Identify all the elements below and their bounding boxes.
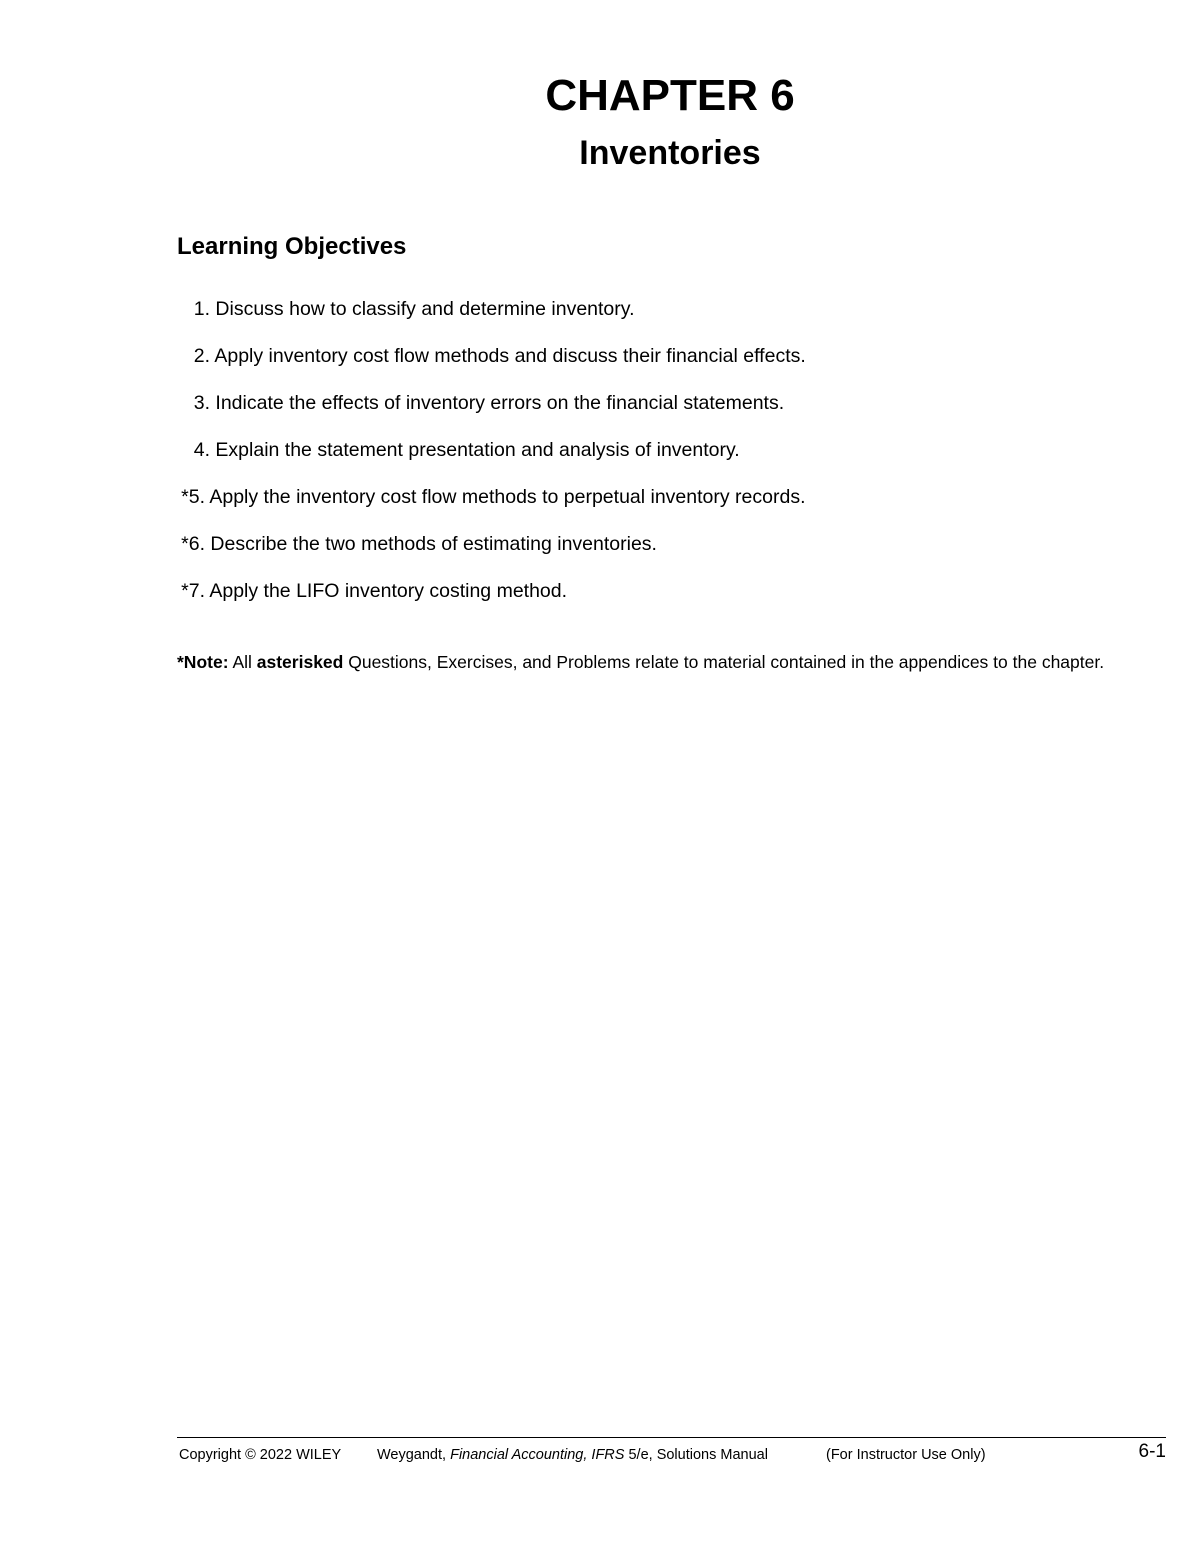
note-text: Questions, Exercises, and Problems relate to material contained in the appendices to the chapter. — [348, 652, 1105, 672]
footer-book-title: Financial Accounting, IFRS — [450, 1447, 625, 1463]
page-number: 6-1 — [1138, 1441, 1166, 1462]
footer-author: Weygandt, — [377, 1447, 447, 1463]
objective-item-5 — [177, 482, 805, 512]
objective-text: Describe the two methods of estimating inventories. — [210, 533, 657, 555]
objective-item-7 — [177, 576, 567, 606]
note-lead: All — [232, 652, 252, 672]
objective-number: 3. — [193, 392, 210, 414]
objective-item-6 — [177, 529, 657, 559]
footer-edition: 5/e, Solutions Manual — [628, 1447, 768, 1463]
footer-usage-note: (For Instructor Use Only) — [826, 1447, 986, 1463]
objective-item-1 — [177, 294, 635, 324]
note-label: *Note: — [177, 652, 229, 672]
objective-number: 1. — [193, 298, 210, 320]
objective-number: 4. — [193, 439, 210, 461]
objective-text: Explain the statement presentation and analysis of inventory. — [215, 439, 740, 461]
footer-citation — [377, 1444, 768, 1466]
note-emphasis: asterisked — [256, 652, 344, 672]
learning-objectives-heading: Learning Objectives — [177, 233, 407, 260]
objective-item-3 — [177, 388, 784, 418]
objective-number: *6. — [181, 533, 205, 555]
appendix-note — [177, 650, 1171, 675]
objective-number: *7. — [181, 580, 205, 602]
objective-item-2 — [177, 341, 806, 371]
footer-divider — [177, 1437, 1166, 1438]
objective-number: 2. — [193, 345, 210, 367]
chapter-title: CHAPTER 6 — [545, 71, 795, 120]
chapter-subtitle: Inventories — [579, 134, 761, 172]
page-footer — [179, 1441, 1166, 1466]
objective-number: *5. — [181, 486, 205, 508]
objective-text: Discuss how to classify and determine inventory. — [215, 298, 635, 320]
objective-item-4 — [177, 435, 740, 465]
objective-text: Apply inventory cost flow methods and discuss their financial effects. — [214, 345, 806, 367]
objective-text: Apply the LIFO inventory costing method. — [209, 580, 568, 602]
objective-text: Apply the inventory cost flow methods to perpetual inventory records. — [209, 486, 806, 508]
objective-text: Indicate the effects of inventory errors on the financial statements. — [215, 392, 785, 414]
footer-copyright: Copyright © 2022 WILEY — [179, 1447, 342, 1463]
